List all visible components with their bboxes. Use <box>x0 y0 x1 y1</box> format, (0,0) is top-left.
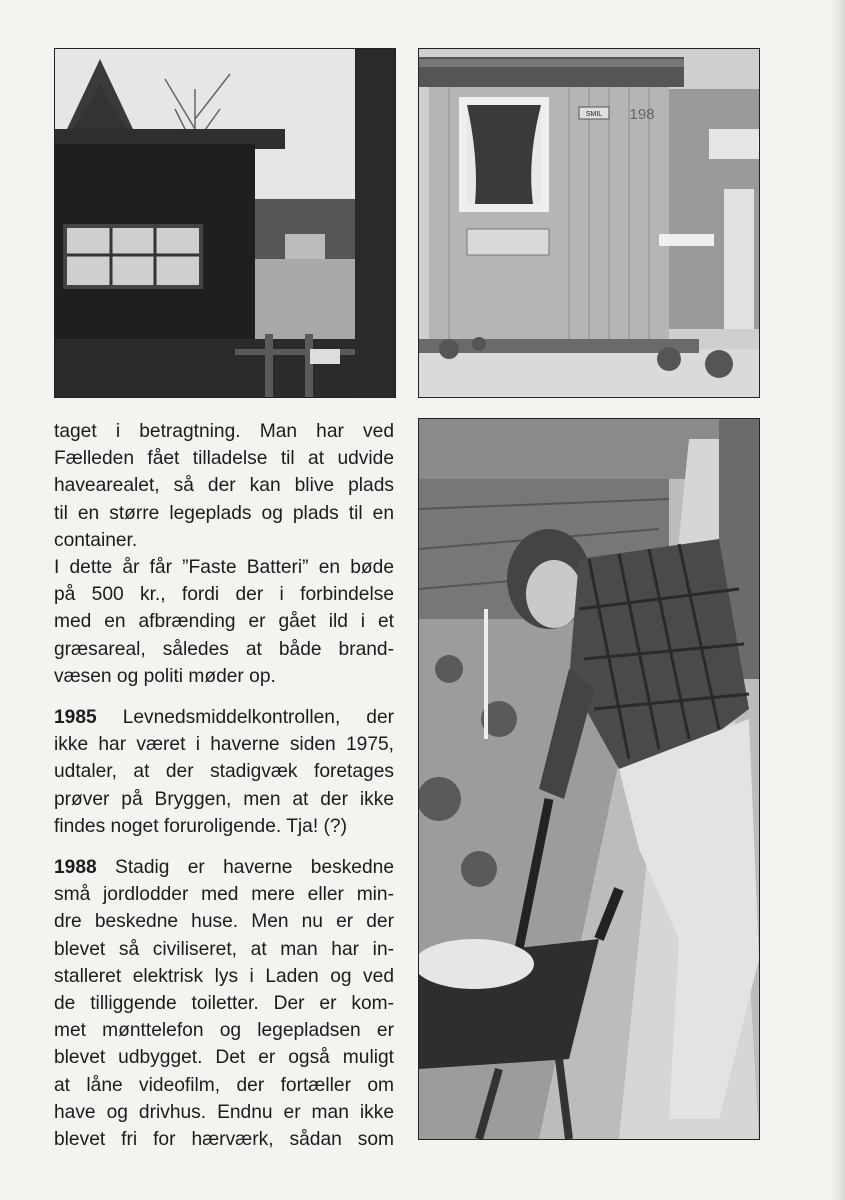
text-line: blevet fri for hærværk, sådan som <box>54 1129 394 1151</box>
year-label: 1985 <box>54 707 97 729</box>
text-line: taget i betragtning. Man har ved <box>54 421 394 442</box>
text-line: blevet udbygget. Det er også muligt <box>54 1047 394 1069</box>
text-line: at låne videofilm, der fortæller om <box>54 1074 394 1096</box>
article-text <box>54 418 394 1153</box>
text-line: væsen og politi møder op. <box>54 665 276 687</box>
text-line: de tilliggende toiletter. Der er kom- <box>54 993 394 1015</box>
paragraph-1 <box>54 418 394 554</box>
text-line: findes noget foruroligende. Tja! (?) <box>54 815 347 837</box>
year-label: 1988 <box>54 857 97 879</box>
text-line: ikke har været i haverne siden 1975, <box>54 734 394 756</box>
text-line-content: Levnedsmiddelkontrollen, der <box>122 707 394 729</box>
text-line: Fælleden fået tilladelse til at udvide <box>54 448 394 470</box>
paragraph-1985 <box>54 704 394 840</box>
shed-sign-text: SMIL <box>585 111 603 118</box>
photo-gardener <box>418 418 760 1140</box>
text-line: stalleret elektrisk lys i Laden og ved <box>54 965 394 987</box>
text-line: udtaler, at der stadigvæk foretages <box>54 761 394 783</box>
text-line <box>54 854 394 881</box>
text-line: met mønttelefon og legepladsen er <box>54 1020 394 1042</box>
paragraph-1988 <box>54 854 394 1153</box>
text-line: container. <box>54 529 138 551</box>
text-line: blevet så civiliseret, at man har in- <box>54 938 394 960</box>
shed-number-text: 198 <box>629 106 655 123</box>
page-edge <box>831 0 845 1200</box>
text-line-content: Stadig er haverne beskedne <box>115 857 394 879</box>
text-line: prøver på Bryggen, men at der ikke <box>54 788 394 810</box>
text-line: havearealet, så der kan blive plads <box>54 475 394 497</box>
text-line: med en afbrænding er gået ild i et <box>54 611 394 633</box>
text-line <box>54 704 394 731</box>
text-line: dre beskedne huse. Men nu er der <box>54 911 394 933</box>
paragraph-2 <box>54 554 394 690</box>
text-line: små jordlodder med mere eller min- <box>54 884 394 906</box>
text-line: I dette år får ”Faste Batteri” en bøde <box>54 557 394 579</box>
text-line: til en større legeplads og plads til en <box>54 502 394 524</box>
text-line: have og drivhus. Endnu er man ikke <box>54 1101 394 1123</box>
photo-shed-dark <box>54 48 396 398</box>
text-line: græsareal, således at både brand- <box>54 638 394 660</box>
text-line: på 500 kr., fordi der i forbindelse <box>54 584 394 606</box>
photo-shed-light <box>418 48 760 398</box>
